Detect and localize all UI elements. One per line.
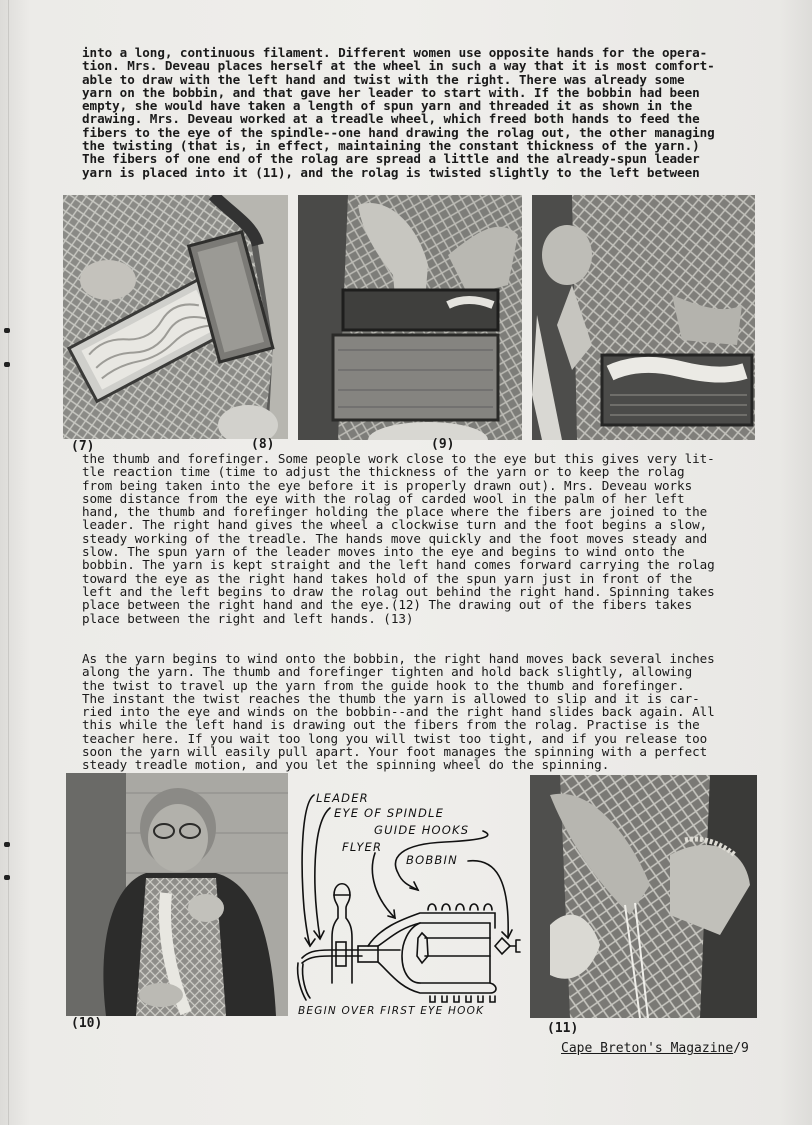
photo-8-caption: (8) — [251, 437, 275, 452]
staple-hole — [4, 362, 10, 367]
photo-10-caption: (10) — [71, 1016, 103, 1031]
middle-paragraph — [82, 452, 762, 625]
bobbin-pointer-line — [468, 861, 508, 938]
text-line: drawing. Mrs. Deveau worked at a treadle wheel, which freed both hands to feed the — [82, 111, 700, 127]
spinning-wheel-diagram — [290, 778, 530, 1020]
footer-page-number: /9 — [733, 1041, 749, 1056]
label-eye-of-spindle: EYE OF SPINDLE — [334, 806, 445, 820]
photo-9-caption: (9) — [431, 437, 455, 452]
label-guide-hooks: GUIDE HOOKS — [374, 823, 470, 837]
text-line: some distance from the eye with the rolag of carded wool in the palm of her left — [82, 490, 685, 506]
eye-pointer-line — [315, 808, 330, 938]
text-line: the thumb and forefinger. Some people work close to the eye but this gives very lit- — [82, 451, 715, 466]
text-line: place between the right and left hands. (13) — [82, 610, 414, 626]
binding-edge — [8, 0, 9, 1125]
text-line: able to draw with the left hand and twist with the right. There was already some — [82, 71, 685, 87]
photo-11-hands-joining-yarn — [530, 775, 757, 1018]
text-line: bobbin. The yarn is kept straight and the left hand comes forward carrying the rolag — [82, 557, 715, 573]
text-line: slow. The spun yarn of the leader moves into the eye and begins to wind onto the — [82, 544, 685, 560]
label-flyer: FLYER — [342, 840, 383, 854]
text-line: As the yarn begins to wind onto the bobbin, the right hand moves back several inches — [82, 651, 715, 666]
text-line: yarn on the bobbin, and that gave her leader to start with. If the bobbin had been — [82, 84, 700, 100]
text-line: hand, the thumb and forefinger holding the place where the fibers are joined to the — [82, 504, 708, 520]
leader-pointer-line — [302, 795, 314, 946]
text-line: empty, she would have taken a length of spun yarn and threaded it as shown in the — [82, 98, 693, 114]
text-line: The fibers of one end of the rolag are spread a little and the already-spun leader — [82, 151, 700, 167]
text-line: left and the left begins to draw the rolag out behind the right hand. Spinning takes — [82, 583, 715, 599]
page-footer — [561, 1041, 749, 1056]
text-line: teacher here. If you wait too long you will twist too tight, and if you release too — [82, 730, 708, 746]
text-line: from being taken into the eye before it is properly drawn out). Mrs. Deveau works — [82, 477, 693, 493]
text-line: soon the yarn will easily pull apart. Your foot manages the spinning with a perfect — [82, 744, 708, 760]
text-line: into a long, continuous filament. Different women use opposite hands for the opera- — [82, 45, 708, 60]
label-begin-over-first-eye-hook: BEGIN OVER FIRST EYE HOOK — [298, 1005, 485, 1017]
photo-9-rolag-on-carder — [532, 195, 755, 440]
text-line: steady treadle motion, and you let the spinning wheel do the spinning. — [82, 757, 610, 773]
text-line: yarn is placed into it (11), and the rolag is twisted slightly to the left between — [82, 164, 700, 180]
text-line: place between the right hand and the eye.(12) The drawing out of the fibers takes — [82, 597, 693, 613]
text-line: fibers to the eye of the spindle--one hand drawing the rolag out, the other managing — [82, 124, 715, 140]
photo-10-woman-spinning — [66, 773, 288, 1016]
spindle-post — [334, 884, 352, 983]
photo-11-caption: (11) — [547, 1021, 579, 1036]
photo-7-caption: (7) — [71, 439, 95, 454]
photo-8-carder-board — [298, 195, 522, 440]
text-line: leader. The right hand gives the wheel a clockwise turn and the foot begins a slow, — [82, 517, 708, 533]
text-line: The instant the twist reaches the thumb the yarn is allowed to slip and it is car- — [82, 690, 700, 706]
staple-hole — [4, 842, 10, 847]
label-leader: LEADER — [316, 791, 369, 805]
intro-paragraph — [82, 46, 762, 179]
staple-hole — [4, 875, 10, 880]
photo-7-carding-hands — [63, 195, 288, 439]
flyer-pointer-line — [372, 853, 395, 918]
staple-hole — [4, 328, 10, 333]
label-bobbin: BOBBIN — [406, 853, 458, 867]
text-line: ried into the eye and winds on the bobbin--and the right hand slides back again. All — [82, 704, 715, 720]
text-line: the twisting (that is, in effect, maintaining the constant thickness of the yarn.) — [82, 138, 700, 154]
footer-magazine-name: Cape Breton's Magazine — [561, 1041, 734, 1056]
text-line: tle reaction time (time to adjust the thickness of the yarn or to keep the rolag — [82, 464, 685, 480]
text-line: steady working of the treadle. The hands move quickly and the foot moves steady and — [82, 530, 708, 546]
text-line: toward the eye as the right hand takes hold of the spun yarn just in front of the — [82, 570, 693, 586]
text-line: tion. Mrs. Deveau places herself at the wheel in such a way that it is most comfort- — [82, 58, 715, 74]
text-line: the twist to travel up the yarn from the guide hook to the thumb and forefinger. — [82, 677, 685, 693]
text-line: this while the left hand is drawing out the fibers from the rolag. Practise is the — [82, 717, 700, 733]
text-line: along the yarn. The thumb and forefinger tighten and hold back slightly, allowing — [82, 664, 693, 680]
final-paragraph — [82, 652, 762, 772]
